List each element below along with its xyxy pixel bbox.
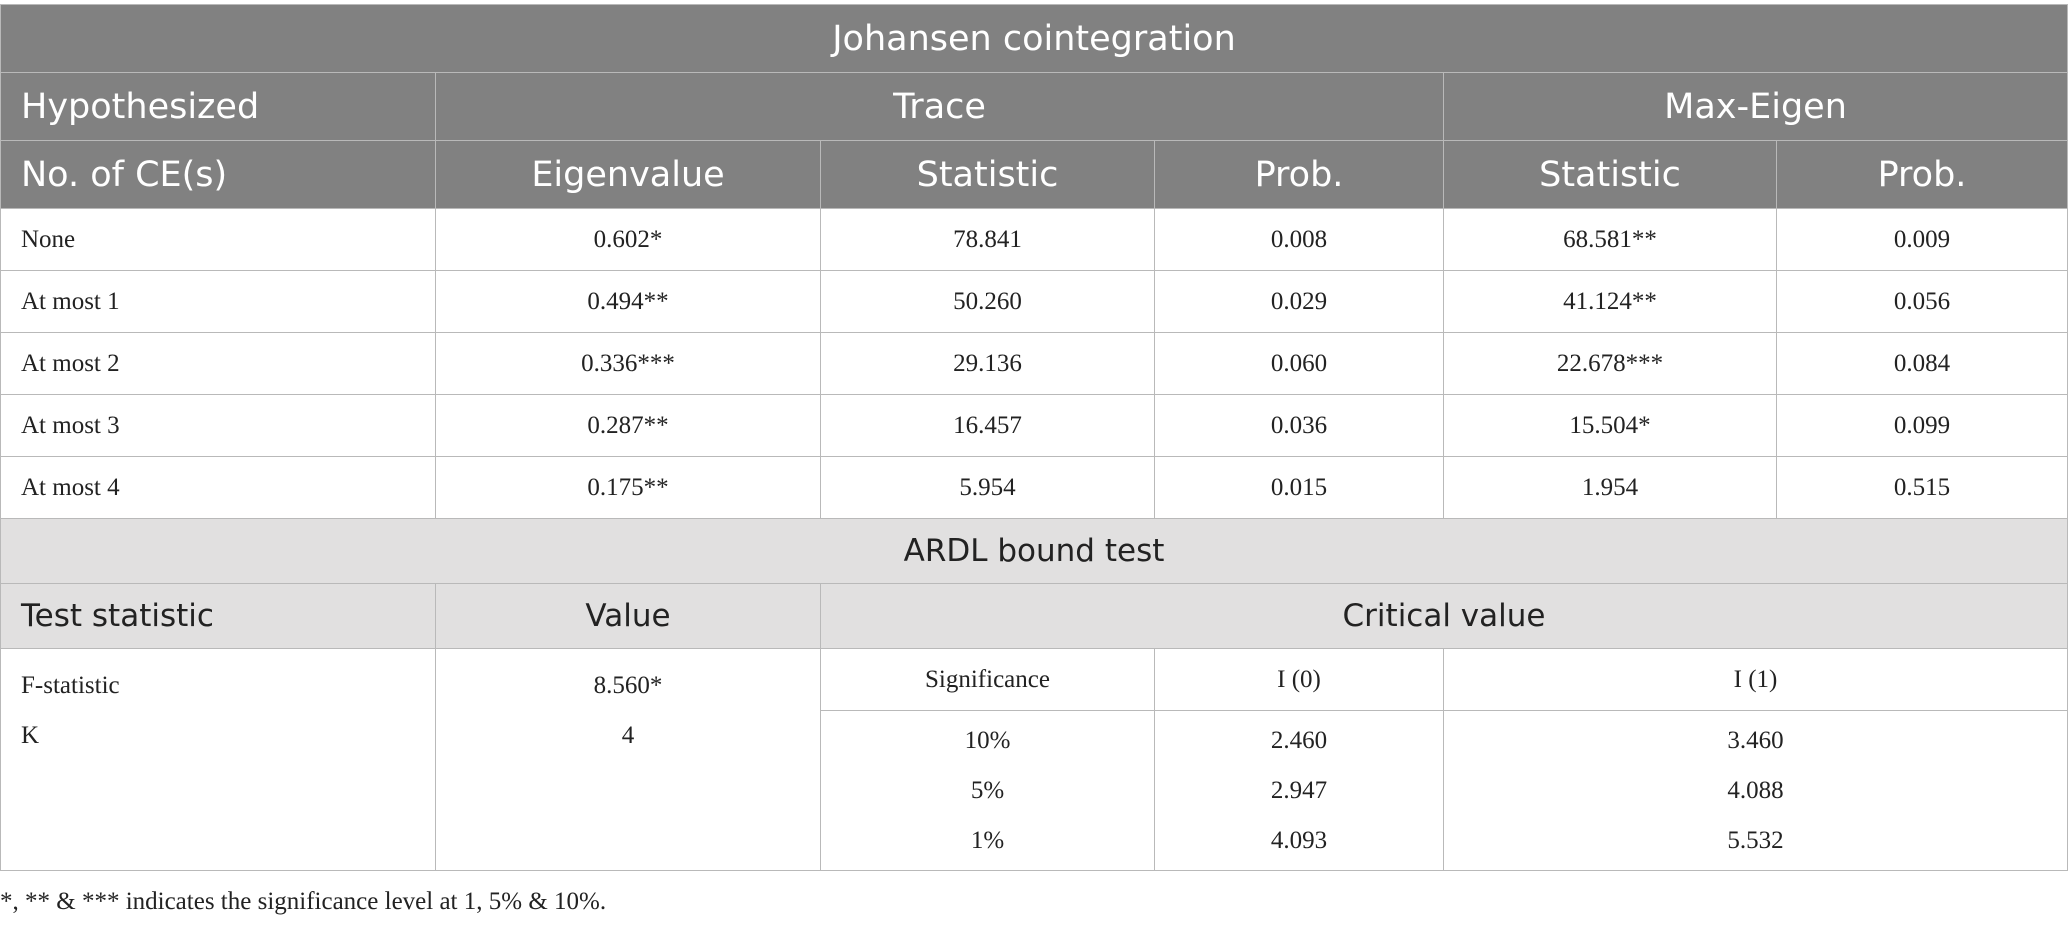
max-prob-cell: 0.009 <box>1777 209 2068 271</box>
test-statistic-header: Test statistic <box>1 584 436 649</box>
max-eigen-header: Max-Eigen <box>1444 73 2068 141</box>
eigenvalue-cell: 0.494** <box>436 271 821 333</box>
trace-prob-cell: 0.029 <box>1155 271 1444 333</box>
i0-value: 4.093 <box>1270 826 1328 854</box>
eigenvalue-cell: 0.175** <box>436 457 821 519</box>
ce-column-header: No. of CE(s) <box>1 141 436 209</box>
ardl-stat-names-cell <box>1 649 436 871</box>
eigenvalue-cell: 0.287** <box>436 395 821 457</box>
johansen-column-header-row <box>1 141 2068 209</box>
value-header: Value <box>436 584 821 649</box>
ardl-stat-values-cell <box>436 649 821 871</box>
ce-cell: At most 3 <box>1 395 436 457</box>
max-prob-cell: 0.515 <box>1777 457 2068 519</box>
max-prob-cell: 0.084 <box>1777 333 2068 395</box>
cointegration-table <box>0 4 2068 871</box>
trace-prob-cell: 0.060 <box>1155 333 1444 395</box>
trace-statistic-cell: 5.954 <box>821 457 1155 519</box>
ardl-title: ARDL bound test <box>1 519 2068 584</box>
significance-value: 1% <box>970 826 1005 854</box>
johansen-title-row <box>1 5 2068 73</box>
trace-header: Trace <box>436 73 1444 141</box>
max-prob-cell: 0.099 <box>1777 395 2068 457</box>
trace-prob-cell: 0.036 <box>1155 395 1444 457</box>
i0-header: I (0) <box>1155 649 1444 711</box>
max-statistic-cell: 15.504* <box>1444 395 1777 457</box>
max-statistic-cell: 68.581** <box>1444 209 1777 271</box>
max-statistic-cell: 1.954 <box>1444 457 1777 519</box>
significance-value: 10% <box>964 726 1011 754</box>
significance-header: Significance <box>821 649 1155 711</box>
hypothesized-header: Hypothesized <box>1 73 436 141</box>
max-statistic-column-header: Statistic <box>1444 141 1777 209</box>
i1-value: 3.460 <box>1727 726 1784 754</box>
johansen-group-header-row <box>1 73 2068 141</box>
max-statistic-cell: 22.678*** <box>1444 333 1777 395</box>
ardl-stat-value: 8.560* <box>593 672 663 699</box>
footnote: *, ** & *** indicates the significance level at 1, 5% & 10%. <box>0 888 607 915</box>
trace-prob-cell: 0.008 <box>1155 209 1444 271</box>
trace-prob-column-header: Prob. <box>1155 141 1444 209</box>
results-table-container <box>0 4 2067 871</box>
ardl-critical-header-row <box>1 649 2068 711</box>
significance-cell <box>821 711 1155 871</box>
trace-statistic-cell: 78.841 <box>821 209 1155 271</box>
ce-cell: At most 4 <box>1 457 436 519</box>
critical-value-header: Critical value <box>821 584 2068 649</box>
eigenvalue-cell: 0.336*** <box>436 333 821 395</box>
ardl-stat-name: F-statistic <box>21 672 120 699</box>
ce-cell: None <box>1 209 436 271</box>
trace-statistic-cell: 16.457 <box>821 395 1155 457</box>
i0-value: 2.460 <box>1270 726 1328 754</box>
trace-statistic-column-header: Statistic <box>821 141 1155 209</box>
table-row <box>1 333 2068 395</box>
max-prob-column-header: Prob. <box>1777 141 2068 209</box>
trace-statistic-cell: 29.136 <box>821 333 1155 395</box>
trace-prob-cell: 0.015 <box>1155 457 1444 519</box>
ardl-title-row <box>1 519 2068 584</box>
max-statistic-cell: 41.124** <box>1444 271 1777 333</box>
i1-value: 4.088 <box>1727 776 1784 804</box>
i0-value: 2.947 <box>1270 776 1328 804</box>
eigenvalue-column-header: Eigenvalue <box>436 141 821 209</box>
trace-statistic-cell: 50.260 <box>821 271 1155 333</box>
i0-cell <box>1155 711 1444 871</box>
ce-cell: At most 2 <box>1 333 436 395</box>
ardl-stat-name: K <box>21 722 40 749</box>
table-row <box>1 271 2068 333</box>
ce-cell: At most 1 <box>1 271 436 333</box>
johansen-title: Johansen cointegration <box>1 5 2068 73</box>
eigenvalue-cell: 0.602* <box>436 209 821 271</box>
table-row <box>1 209 2068 271</box>
i1-header: I (1) <box>1444 649 2068 711</box>
table-row <box>1 457 2068 519</box>
i1-value: 5.532 <box>1727 826 1784 854</box>
significance-value: 5% <box>970 776 1005 804</box>
i1-cell <box>1444 711 2068 871</box>
ardl-stat-value: 4 <box>621 722 635 749</box>
ardl-column-header-row <box>1 584 2068 649</box>
max-prob-cell: 0.056 <box>1777 271 2068 333</box>
table-row <box>1 395 2068 457</box>
